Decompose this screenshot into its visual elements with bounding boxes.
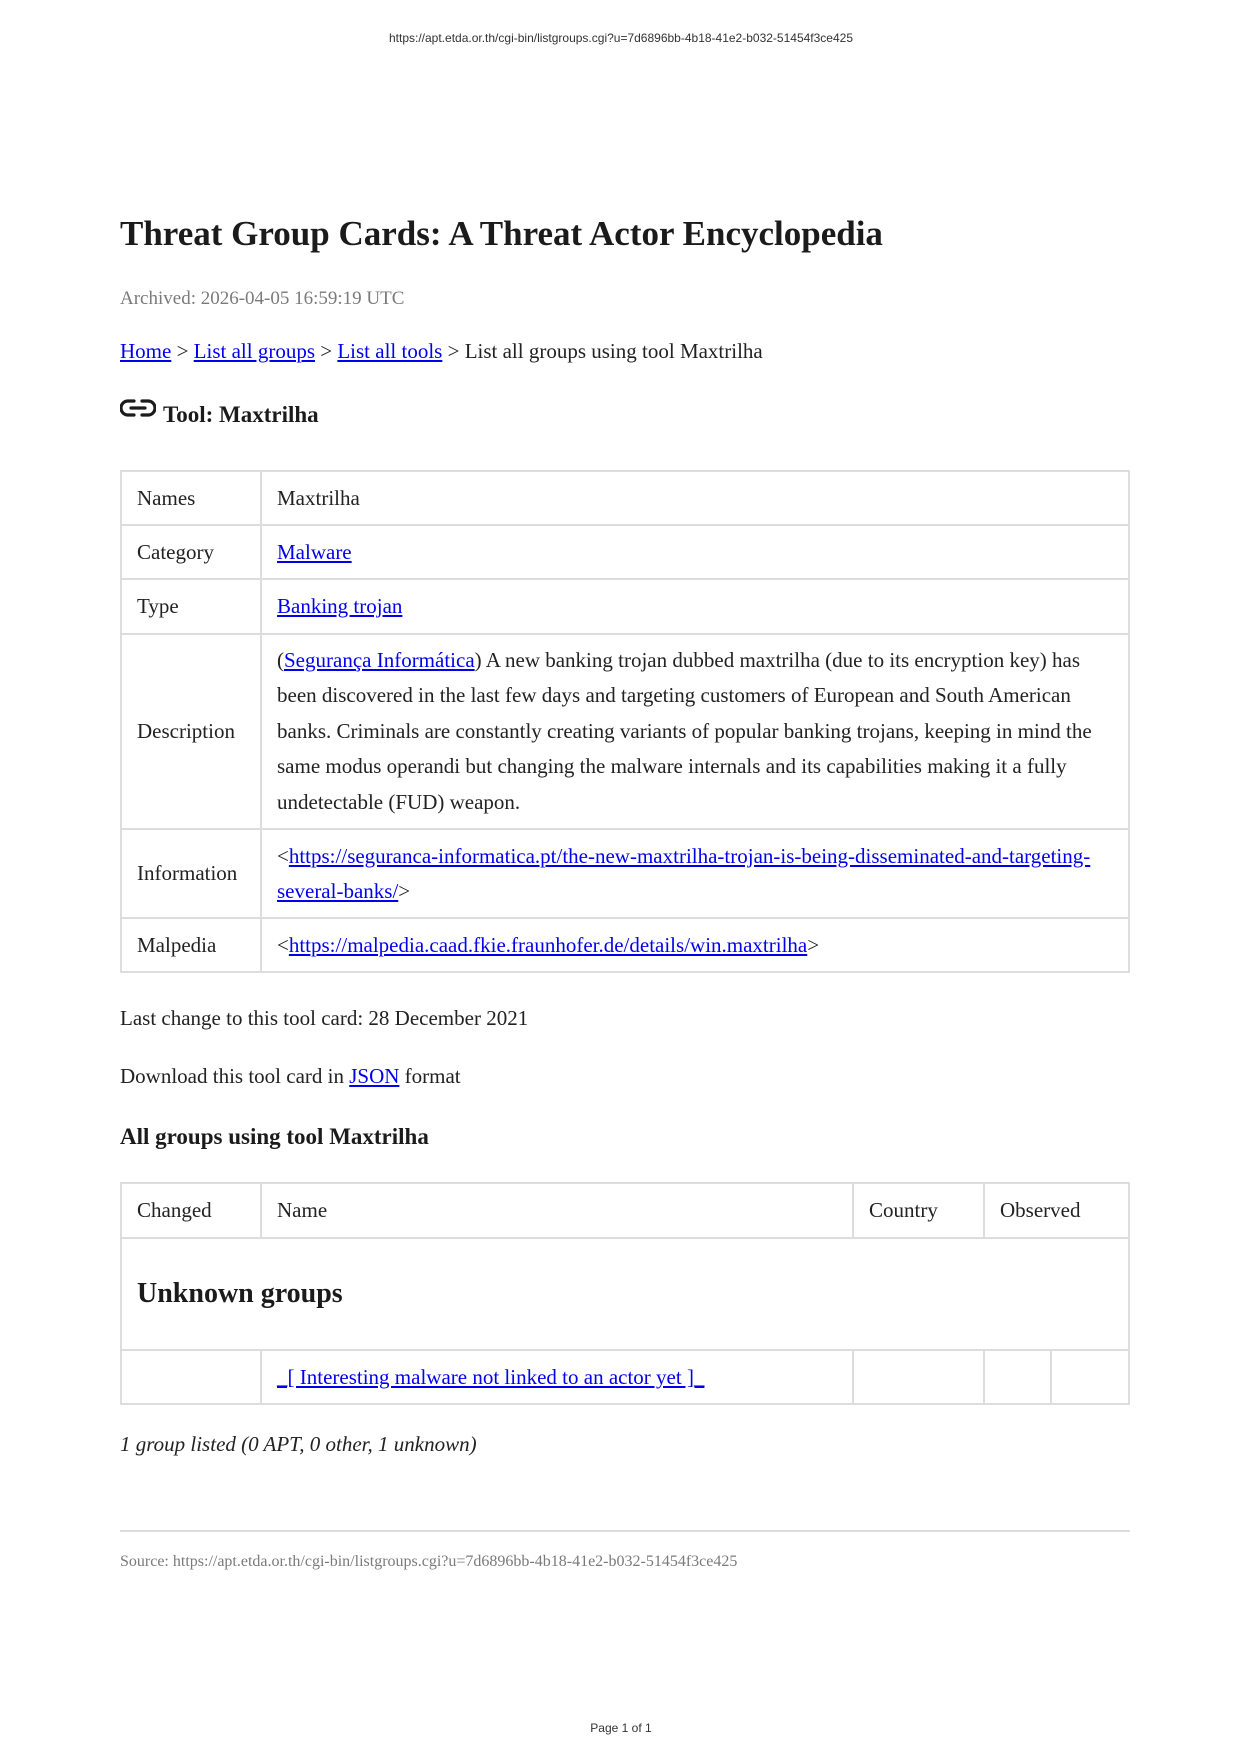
group-name-link[interactable]: _[ Interesting malware not linked to an actor yet ]_: [277, 1364, 705, 1389]
print-header-url: https://apt.etda.or.th/cgi-bin/listgroups.cgi?u=7d6896bb-4b18-41e2-b032-51454f3ce425: [388, 31, 853, 45]
names-value: Maxtrilha: [261, 471, 1129, 525]
print-footer-page: Page 1 of 1: [590, 1721, 652, 1735]
category-label: Category: [121, 525, 261, 579]
category-cell: [261, 525, 1129, 579]
section-cell: [121, 1238, 1129, 1350]
name-cell: [261, 1350, 853, 1404]
breadcrumb-list-tools-link[interactable]: List all tools: [337, 339, 443, 363]
information-cell: [261, 829, 1129, 918]
table-row: [121, 829, 1129, 918]
tool-heading-text: Tool: Maxtrilha: [163, 402, 319, 427]
breadcrumb-separator: >: [171, 339, 194, 363]
groups-heading: All groups using tool Maxtrilha: [120, 1124, 429, 1149]
table-row: [121, 471, 1129, 525]
column-header-name[interactable]: Name: [261, 1183, 853, 1238]
archived-timestamp: Archived: 2026-04-05 16:59:19 UTC: [120, 288, 405, 309]
type-link[interactable]: Banking trojan: [277, 594, 403, 618]
column-header-observed[interactable]: Observed: [984, 1183, 1129, 1238]
section-row: [121, 1238, 1129, 1350]
table-row: [121, 634, 1129, 829]
information-gt: >: [398, 878, 411, 903]
information-label: Information: [121, 829, 261, 918]
table-row: [121, 918, 1129, 972]
download-prefix: Download this tool card in: [120, 1064, 350, 1088]
breadcrumb-separator: >: [315, 339, 338, 363]
breadcrumb-home-link[interactable]: Home: [120, 339, 172, 363]
observed-cell: [984, 1350, 1051, 1404]
description-text: ) A new banking trojan dubbed maxtrilha (due to its encryption key) has been discovered in the last few days and targeting customers of European and South American banks. Criminals are constantly creating variants of popular banking trojans, keeping in mind the same modus operandi but changing the malware internals and its capabilities making it a fully undetectable (FUD) weapon.: [277, 647, 1092, 814]
table-header-row: [121, 1183, 1129, 1238]
breadcrumb: [120, 339, 763, 364]
last-change-text: Last change to this tool card: 28 December 2021: [120, 1006, 529, 1030]
table-row: [121, 525, 1129, 579]
description-source-link[interactable]: Segurança Informática: [284, 647, 475, 672]
source-text: Source: https://apt.etda.or.th/cgi-bin/listgroups.cgi?u=7d6896bb-4b18-41e2-b032-51454f3ce425: [120, 1553, 738, 1570]
download-suffix: format: [399, 1064, 461, 1088]
link-icon: [120, 396, 156, 420]
breadcrumb-separator: >: [442, 339, 465, 363]
download-json-link[interactable]: JSON: [349, 1064, 400, 1088]
section-title-unknown-groups: Unknown groups: [137, 1278, 343, 1309]
category-link[interactable]: Malware: [277, 539, 352, 564]
column-header-country[interactable]: Country: [853, 1183, 984, 1238]
divider: [120, 1530, 1130, 1532]
page-title: Threat Group Cards: A Threat Actor Encyclopedia: [120, 214, 883, 253]
malpedia-label: Malpedia: [121, 918, 261, 972]
table-row: [121, 579, 1129, 634]
tool-heading: [120, 402, 319, 428]
malpedia-link[interactable]: https://malpedia.caad.fkie.fraunhofer.de/details/win.maxtrilha: [288, 932, 808, 957]
breadcrumb-current: List all groups using tool Maxtrilha: [464, 339, 763, 363]
download-line: [120, 1064, 461, 1089]
description-open-paren: (: [277, 647, 284, 672]
column-header-changed[interactable]: Changed: [121, 1183, 261, 1238]
country-cell: [853, 1350, 984, 1404]
tool-info-table: [120, 470, 1130, 973]
table-row: [121, 1350, 1129, 1404]
description-label: Description: [121, 634, 261, 829]
groups-summary: 1 group listed (0 APT, 0 other, 1 unknown): [120, 1432, 477, 1456]
information-link[interactable]: https://seguranca-informatica.pt/the-new-maxtrilha-trojan-is-being-disseminated-and-targeting-several-banks/: [277, 843, 1091, 903]
information-lt: <: [277, 843, 289, 868]
type-label: Type: [121, 579, 261, 634]
names-label: Names: [121, 471, 261, 525]
description-cell: [261, 634, 1129, 829]
malpedia-cell: [261, 918, 1129, 972]
breadcrumb-list-groups-link[interactable]: List all groups: [193, 339, 315, 363]
type-cell: [261, 579, 1129, 634]
extra-cell: [1051, 1350, 1129, 1404]
groups-table: [120, 1182, 1130, 1405]
malpedia-lt: <: [277, 932, 289, 957]
malpedia-gt: >: [807, 932, 820, 957]
changed-cell: [121, 1350, 261, 1404]
